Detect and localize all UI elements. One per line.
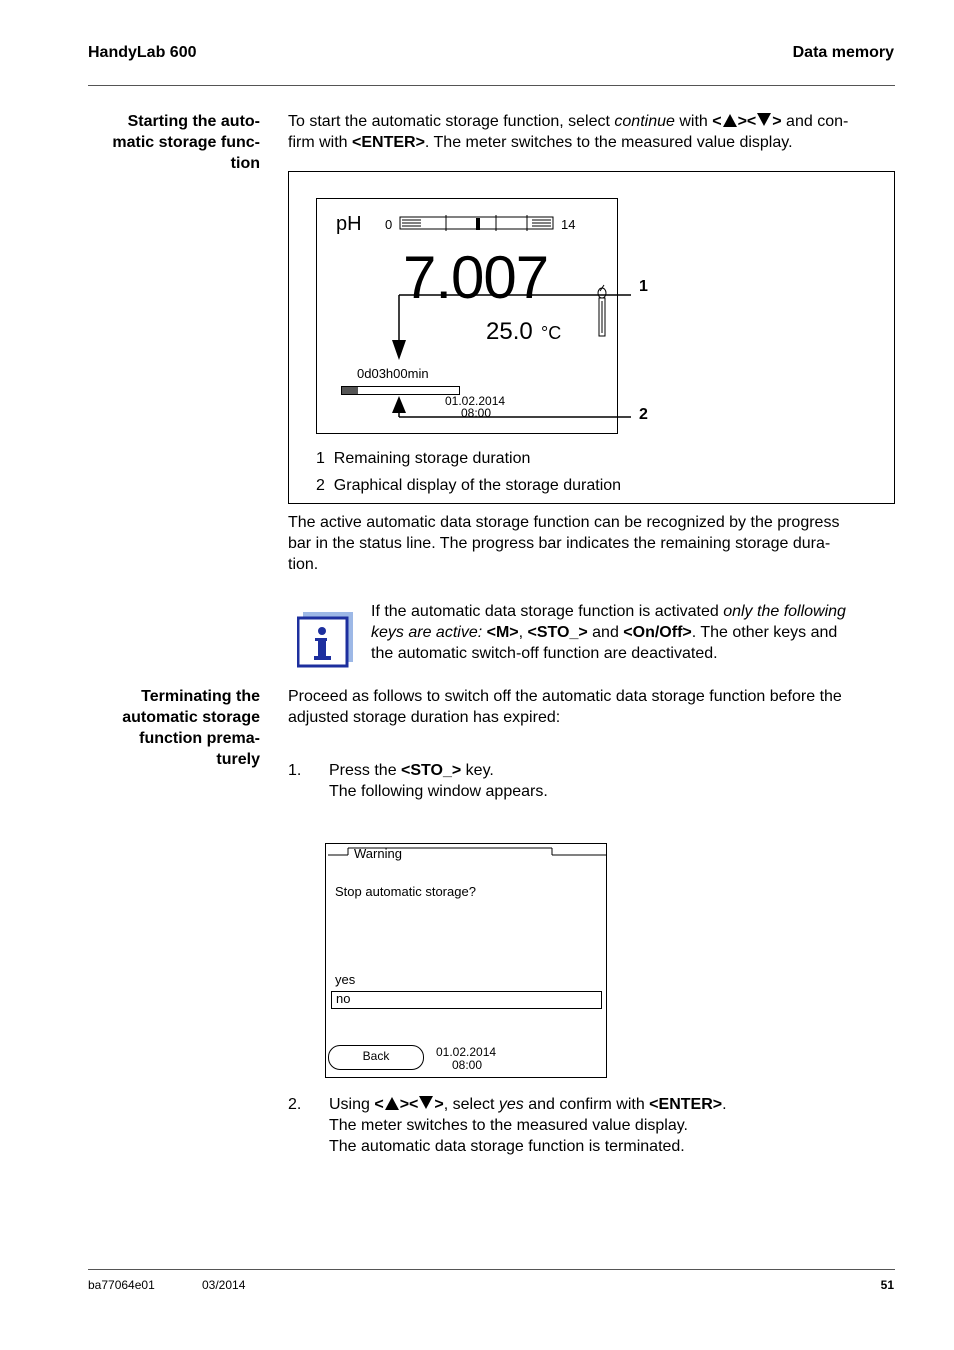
footer-date: 03/2014	[202, 1278, 246, 1292]
remaining-duration: 0d03h00min	[357, 366, 429, 381]
storage-progress-fill	[342, 387, 358, 394]
footer-doc-id: ba77064e01	[88, 1278, 155, 1292]
ph-scale-bar	[399, 215, 557, 235]
legend-item-2: 2 Graphical display of the storage duration	[316, 477, 622, 494]
warning-date: 01.02.2014	[436, 1045, 497, 1059]
step-1-number: 1.	[288, 762, 302, 779]
side-heading-starting: Starting the auto- matic storage func- tion	[112, 113, 260, 172]
legend-item-1: 1 Remaining storage duration	[316, 450, 531, 467]
side-heading-terminating: Terminating the automatic storage function prema- turely	[122, 688, 260, 768]
info-note: If the automatic data storage function is activated only the following keys are active: <M>, <STO_> and <On/Off>. The other keys and the automatic switch-off function are deactivated.	[371, 603, 846, 662]
unit-label: pH	[336, 213, 362, 235]
display-time: 08:00	[461, 406, 492, 420]
scale-min: 0	[385, 217, 393, 232]
footer-rule	[88, 1269, 895, 1270]
arrow-up-icon	[385, 1097, 399, 1110]
temperature-value: 25.0	[486, 318, 533, 345]
callout-2: 2	[639, 406, 648, 423]
scale-max: 14	[561, 217, 576, 232]
back-button[interactable]: Back	[328, 1045, 424, 1070]
step-2-text: Using < >< >, select yes and confirm with <ENTER>. The meter switches to the measured value display. The automatic data storage function is terminated.	[329, 1096, 727, 1155]
header-title: HandyLab 600	[88, 44, 197, 61]
page-number: 51	[880, 1278, 894, 1292]
measured-value: 7.007	[403, 244, 549, 311]
temperature-unit: °C	[541, 323, 562, 343]
intro-paragraph: To start the automatic storage function, select continue with < >< > and con- firm with <ENTER>. The meter switches to the measured value display.	[288, 113, 849, 151]
warning-question: Stop automatic storage?	[335, 884, 476, 899]
display-date: 01.02.2014	[445, 394, 506, 408]
info-icon	[297, 612, 353, 668]
warning-title: Warning	[354, 846, 402, 861]
callout-lines	[380, 280, 640, 430]
arrow-down-icon	[757, 113, 771, 126]
step-1-text: Press the <STO_> key. The following window appears.	[329, 762, 548, 800]
header-section: Data memory	[792, 44, 894, 61]
option-yes[interactable]: yes	[335, 972, 356, 987]
terminate-intro: Proceed as follows to switch off the automatic data storage function before the adjusted storage duration has expired:	[288, 688, 842, 726]
callout-1: 1	[639, 278, 648, 295]
step-2-number: 2.	[288, 1096, 302, 1113]
arrow-up-icon	[723, 114, 737, 127]
option-no[interactable]: no	[331, 991, 602, 1009]
warning-time: 08:00	[452, 1058, 483, 1072]
warning-dialog	[325, 843, 607, 1078]
progress-paragraph: The active automatic data storage function can be recognized by the progress bar in the status line. The progress bar indicates the remaining storage dura- tion.	[288, 514, 840, 573]
arrow-down-icon	[419, 1096, 433, 1109]
header-rule	[88, 85, 895, 86]
